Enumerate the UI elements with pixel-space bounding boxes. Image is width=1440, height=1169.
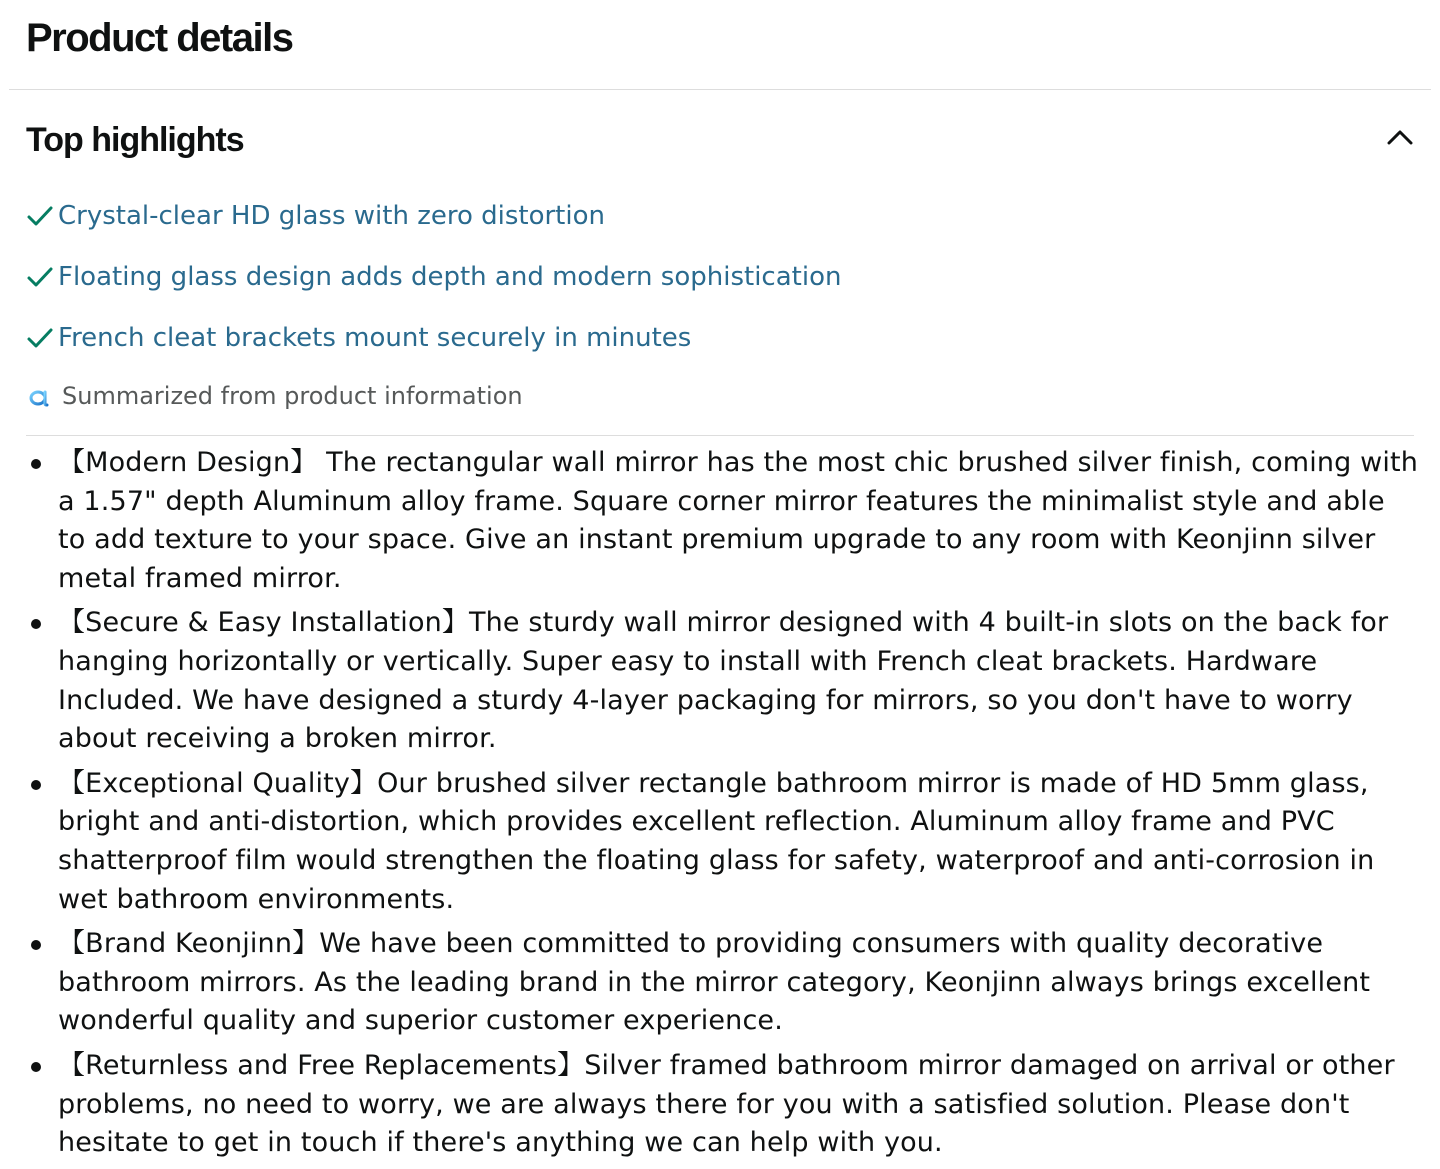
bullet-dot bbox=[31, 780, 41, 790]
top-highlights-header[interactable] bbox=[26, 116, 1422, 164]
divider bbox=[9, 89, 1431, 90]
highlight-item bbox=[26, 199, 1406, 233]
bullet-dot bbox=[31, 619, 41, 629]
ai-sparkle-icon bbox=[26, 383, 52, 409]
ai-summary-note bbox=[26, 379, 523, 413]
bullet-dot bbox=[31, 940, 41, 950]
highlight-text: Crystal-clear HD glass with zero distortion bbox=[58, 201, 605, 231]
bullet-dot bbox=[31, 1062, 41, 1072]
feature-bullet bbox=[0, 1047, 1440, 1163]
highlight-item bbox=[26, 260, 1406, 294]
summary-text: Summarized from product information bbox=[62, 382, 523, 410]
feature-bullet-list bbox=[0, 444, 1440, 1169]
top-highlights-title: Top highlights bbox=[26, 121, 244, 159]
feature-bullet-text: 【Returnless and Free Replacements】Silver framed bathroom mirror damaged on arrival or other problems, no need to worry, we are always there for you with a satisfied solution. Please don't hesitate to get in touch if there's anything we can help with you. bbox=[58, 1049, 1395, 1159]
highlight-item bbox=[26, 321, 1406, 355]
feature-bullet bbox=[0, 765, 1440, 919]
chevron-up-icon[interactable] bbox=[1382, 120, 1418, 156]
divider bbox=[26, 435, 1414, 436]
bullet-dot bbox=[31, 459, 41, 469]
feature-bullet-text: 【Brand Keonjinn】We have been committed to providing consumers with quality decorative bathroom mirrors. As the leading brand in the mirror category, Keonjinn always brings excellent wonderful quality and superior customer experience. bbox=[58, 928, 1371, 1037]
feature-bullet bbox=[0, 604, 1440, 758]
feature-bullet-text: 【Secure & Easy Installation】The sturdy wall mirror designed with 4 built-in slots on the back for hanging horizontally or vertically. Super easy to install with French cleat brackets. Hardware Included. We have designed a sturdy 4-layer packaging for mirrors, so you don't have to worry about receiving a broken mirror. bbox=[58, 607, 1389, 755]
feature-bullet bbox=[0, 444, 1440, 598]
highlight-text: Floating glass design adds depth and modern sophistication bbox=[58, 262, 842, 292]
page-title: Product details bbox=[26, 16, 293, 60]
checkmark-icon bbox=[26, 202, 54, 230]
highlight-text: French cleat brackets mount securely in minutes bbox=[58, 323, 692, 353]
checkmark-icon bbox=[26, 263, 54, 291]
checkmark-icon bbox=[26, 324, 54, 352]
feature-bullet-text: 【Modern Design】 The rectangular wall mirror has the most chic brushed silver finish, coming with a 1.57" depth Aluminum alloy frame. Square corner mirror features the minimalist style and able to add texture to your space. Give an instant premium upgrade to any room with Keonjinn silver metal framed mirror. bbox=[58, 447, 1419, 594]
feature-bullet-text: 【Exceptional Quality】Our brushed silver rectangle bathroom mirror is made of HD 5mm glass, bright and anti-distortion, which provides excellent reflection. Aluminum alloy frame and PVC shatterproof film would strengthen the floating glass for safety, waterproof and anti-corrosion in wet bathroom environments. bbox=[58, 767, 1375, 915]
feature-bullet bbox=[0, 925, 1440, 1041]
